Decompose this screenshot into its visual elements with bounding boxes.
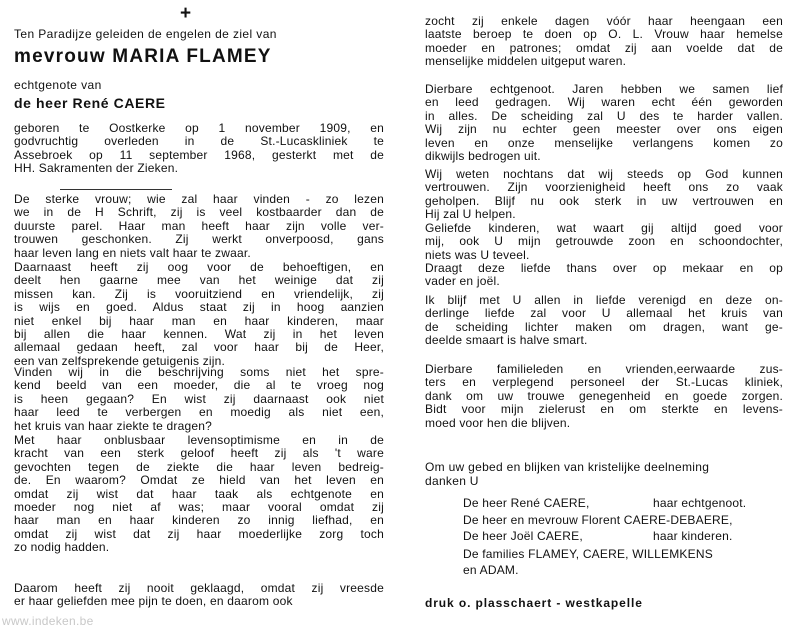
text-line: deelde smaart is halve smart. [425, 333, 588, 348]
text-line: Bidt voor mijn zielerust en om sterkte en levens- [425, 402, 783, 417]
text-line: kend beeld van een moeder, die al te vroeg nog [14, 378, 384, 393]
text-line: is heen gegaan? En wist zij daarnaast ook niet [14, 391, 384, 406]
text-line: kracht van een sterk geloof heeft zij als 't ware [14, 446, 384, 461]
text-line: Daarom heeft zij nooit geklaagd, omdat zij vreesde [14, 581, 384, 595]
text-line: bij allen die haar kennen. Wat zij in het leven [14, 327, 384, 342]
text-line: duurste parel. Haar man heeft haar zijn volle ver- [14, 218, 384, 233]
text-line: Ik blijf met U allen in liefde verenigd en deze on- [425, 293, 783, 307]
paragraph [425, 222, 783, 262]
text-line: Geliefde kinderen, wat waart gij altijd goed voor [425, 221, 783, 235]
intro-line: Ten Paradijze geleiden de engelen de ziel van [14, 27, 277, 41]
paragraph [425, 15, 783, 69]
text-line: missen kan. Zij is vooruitziend en vriendelijk, zij [14, 286, 384, 301]
text-line: Draagt deze liefde thans over op mekaar en op [425, 261, 783, 275]
text-line: gevochten tegen de ziekte die haar leven bedreig- [14, 459, 384, 474]
text-line: zocht zij enkele dagen vóór haar heengaan een [425, 14, 783, 28]
text-line: een van zelfsprekende getuigenis zijn. [14, 353, 226, 368]
text-line: het kruis van haar ziekte te dragen? [14, 418, 212, 433]
text-line: Dierbare echtgenoot. Jaren hebben we samen lief [425, 82, 783, 96]
text-line: Assebroek op 11 september 1968, gesterkt met de [14, 147, 384, 162]
text-line: trouwen geschonken. Zij werkt onverpoosd, gans [14, 232, 384, 247]
text-line: de. En waarom? Omdat ze hield van het leven en [14, 473, 384, 488]
family-name: en ADAM. [463, 563, 519, 577]
printer-credit: druk o. plasschaert - westkapelle [425, 596, 643, 610]
paragraph [14, 434, 384, 555]
text-line: Daarnaast heeft zij oog voor de behoeftigen, en [14, 260, 384, 274]
text-line: allemaal gedaan heeft, zal voor haar bij de Heer, [14, 340, 384, 355]
family-row [463, 513, 783, 527]
text-line: moeder en patrones; omdat zij aan voelde dat de [425, 40, 783, 55]
thanks-intro [425, 460, 785, 488]
family-row [463, 496, 783, 510]
paragraph [14, 193, 384, 260]
text-line: en leed gedragen. Wij waren echt één geworden [425, 95, 783, 110]
text-line: De sterke vrouw; wie zal haar vinden - zo lezen [14, 192, 384, 206]
text-line: is wijs en goed. Aldus staat zij in hoog aanzien [14, 300, 384, 315]
paragraph [425, 262, 783, 289]
text-line: menselijke middelen uitgeput waren. [425, 54, 627, 69]
family-role: haar kinderen. [653, 529, 733, 543]
text-line: vader en joël. [425, 274, 500, 289]
text-line: danken U [425, 474, 479, 488]
paragraph [425, 363, 783, 430]
text-line: dank om uw trouwe genegenheid en goede zorgen. [425, 388, 783, 403]
divider [60, 189, 172, 190]
text-line: dikwijls bedrogen uit. [425, 149, 541, 164]
text-line: mij, ook U mijn getrouwde zoon en schoondochter, [425, 234, 783, 249]
paragraph [425, 168, 783, 222]
birth-details [14, 122, 384, 176]
cross-icon: + [180, 3, 192, 24]
paragraph [425, 294, 783, 348]
family-name: De families FLAMEY, CAERE, WILLEMKENS [463, 547, 713, 561]
text-line: niets was U teveel. [425, 247, 530, 262]
text-line: Wij zijn nu echter geen meester over ons eigen [425, 122, 783, 137]
paragraph [14, 366, 384, 433]
text-line: laatste beroep te doen op O. L. Vrouw haar hemelse [425, 27, 783, 42]
family-role: haar echtgenoot. [653, 496, 747, 510]
text-line: Om uw gebed en blijken van kristelijke deelneming [425, 460, 710, 474]
family-name: De heer Joël CAERE, [463, 529, 583, 543]
text-line: niet enkel bij haar man en haar kinderen, maar [14, 313, 384, 328]
deceased-name: mevrouw MARIA FLAMEY [14, 46, 272, 67]
watermark: www.indeken.be [2, 614, 94, 628]
text-line: er haar geliefden mee pijn te doen, en daarom ook [14, 594, 293, 609]
text-line: Dierbare familieleden en vrienden,eerwaarde zus- [425, 362, 783, 376]
text-line: we in de H Schrift, zij is veel kostbaarder dan de [14, 205, 384, 220]
text-line: omdat zij wist dat haar taak als echtgenote en [14, 486, 384, 501]
spouse-label: echtgenote van [14, 78, 102, 92]
text-line: Wij weten nochtans dat wij steeds op God kunnen [425, 167, 783, 181]
text-line: omdat zij wist dat zij haar moederlijke zorg toch [14, 526, 384, 541]
family-row [463, 529, 783, 543]
text-line: leven en onze menselijke verlangens komen zo [425, 135, 783, 150]
text-line: in alles. De scheiding zal U des te harder vallen. [425, 108, 783, 123]
paragraph [14, 582, 384, 609]
text-line: moed voor hen die blijven. [425, 415, 571, 430]
text-line: zo nodig hadden. [14, 540, 110, 555]
text-line: moeder nog niet af was; maar vooral omdat zij [14, 500, 384, 515]
family-row [463, 563, 783, 577]
spouse-name: de heer René CAERE [14, 95, 166, 111]
text-line: haar leven lang en niets valt haar te zwaar. [14, 245, 251, 260]
family-name: De heer en mevrouw Florent CAERE-DEBAERE, [463, 513, 733, 527]
text-line: Vinden wij in die beschrijving soms niet het spre- [14, 365, 384, 379]
family-row [463, 547, 783, 561]
text-line: Met haar onblusbaar levensoptimisme en in de [14, 433, 384, 447]
family-name: De heer René CAERE, [463, 496, 590, 510]
text-line: HH. Sakramenten der Zieken. [14, 161, 179, 176]
text-line: de scheiding lichter maken om dragen, want ge- [425, 319, 783, 334]
text-line: derlinge liefde zal voor U allemaal het kruis van [425, 306, 783, 321]
paragraph [425, 83, 783, 163]
text-line: haar man en haar kinderen zo innig liefhad, en [14, 513, 384, 528]
text-line: geboren te Oostkerke op 1 november 1909, en [14, 121, 384, 135]
text-line: godvruchtig overleden in de St.-Lucaskliniek te [14, 134, 384, 149]
text-line: Hij zal U helpen. [425, 207, 516, 222]
text-line: haar leed te verbergen en moedig als niet een, [14, 405, 384, 420]
paragraph [14, 261, 384, 368]
text-line: vertrouwen. Zijn voorzienigheid heeft ons zo vaak [425, 180, 783, 195]
text-line: deelt hen gaarne mee van het weinige dat zij [14, 273, 384, 288]
text-line: geholpen. Blijf nu ook sterk in uw vertrouwen en [425, 193, 783, 208]
text-line: ters en verplegend personeel der St.-Lucas kliniek, [425, 375, 783, 390]
